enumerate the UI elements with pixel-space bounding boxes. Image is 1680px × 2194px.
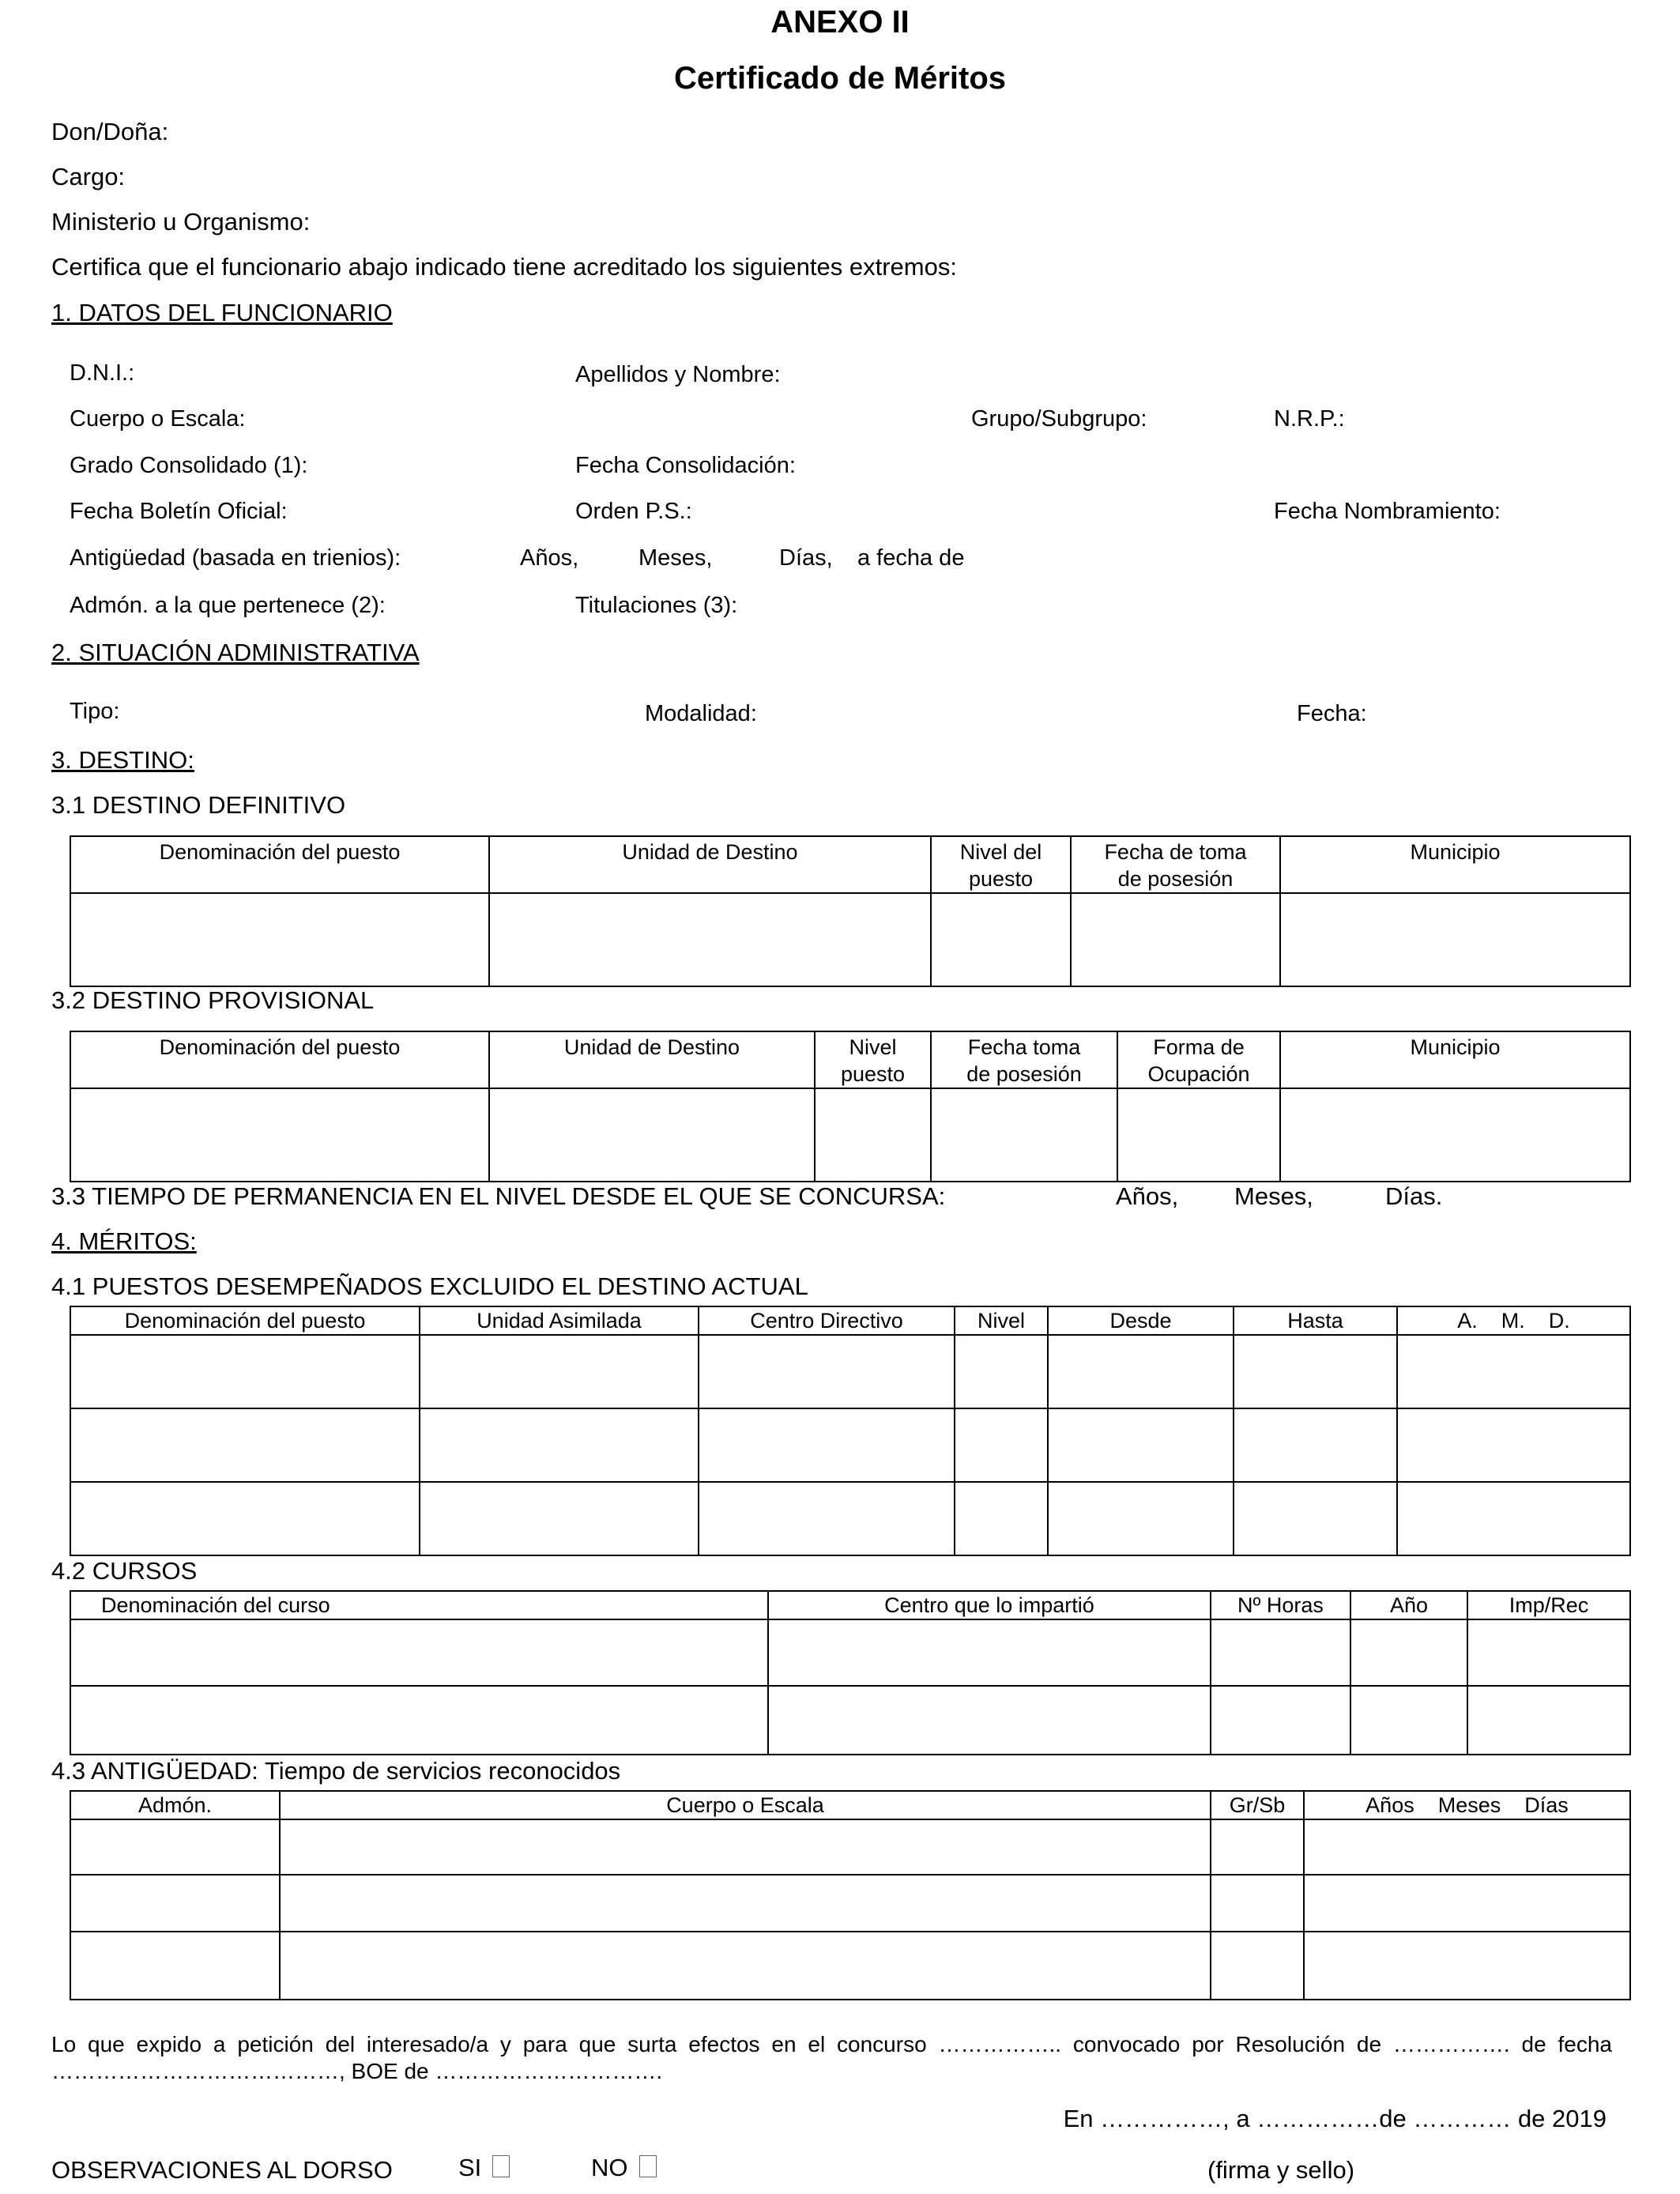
col-centro-directivo: Centro Directivo (699, 1306, 955, 1335)
col-ano: Año (1350, 1591, 1467, 1619)
col-fecha-toma: Fecha toma de posesión (931, 1031, 1117, 1088)
cursos-table (70, 1590, 1631, 1755)
table-row (70, 1686, 1630, 1755)
ministerio-label: Ministerio u Organismo: (51, 208, 311, 236)
tipo-label: Tipo: (70, 699, 120, 724)
col-fecha-toma: Fecha de toma de posesión (1071, 836, 1280, 893)
col-admon: Admón. (70, 1791, 280, 1819)
col-centro: Centro que lo impartió (768, 1591, 1211, 1619)
col-cuerpo-escala: Cuerpo o Escala (280, 1791, 1211, 1819)
col-denominacion: Denominación del puesto (70, 836, 489, 893)
col-anos-meses-dias: Años Meses Días (1304, 1791, 1630, 1819)
col-unidad-destino: Unidad de Destino (489, 836, 931, 893)
table-header-row (70, 1306, 1630, 1335)
table-row (70, 1619, 1630, 1686)
antiguedad-servicios-title: 4.3 ANTIGÜEDAD: Tiempo de servicios reconocidos (51, 1757, 621, 1785)
cargo-label: Cargo: (51, 163, 126, 190)
section-2-title: 2. SITUACIÓN ADMINISTRATIVA (51, 639, 420, 666)
destino-definitivo-table (70, 835, 1631, 987)
destino-definitivo-title: 3.1 DESTINO DEFINITIVO (51, 791, 346, 819)
section-1-title: 1. DATOS DEL FUNCIONARIO (51, 299, 393, 326)
permanencia-meses: Meses, (1234, 1182, 1313, 1210)
certifica-statement: Certifica que el funcionario abajo indicado tiene acreditado los siguientes extremos: (51, 253, 957, 281)
table-row (70, 1482, 1630, 1555)
nrp-label: N.R.P.: (1274, 406, 1345, 432)
table-header-row (70, 1791, 1630, 1819)
destino-provisional-title: 3.2 DESTINO PROVISIONAL (51, 986, 375, 1014)
antiguedad-label: Antigüedad (basada en trienios): (70, 545, 401, 571)
si-label: SI (458, 2154, 482, 2181)
fecha-nombramiento-label: Fecha Nombramiento: (1274, 499, 1501, 524)
col-denominacion: Denominación del puesto (70, 1306, 420, 1335)
col-nivel: Nivel puesto (815, 1031, 931, 1088)
tiempo-permanencia-label: 3.3 TIEMPO DE PERMANENCIA EN EL NIVEL DESDE EL QUE SE CONCURSA: (51, 1182, 946, 1210)
col-amd: A. M. D. (1397, 1306, 1630, 1335)
col-imp-rec: Imp/Rec (1467, 1591, 1630, 1619)
col-desde: Desde (1048, 1306, 1234, 1335)
no-option[interactable] (591, 2155, 657, 2180)
destino-provisional-table (70, 1031, 1631, 1182)
titulaciones-label: Titulaciones (3): (575, 593, 738, 618)
table-row (70, 1408, 1630, 1482)
si-checkbox[interactable] (492, 2155, 510, 2177)
puestos-desempenados-table (70, 1306, 1631, 1556)
dni-label: D.N.I.: (70, 360, 135, 386)
page-title: Certificado de Méritos (673, 61, 1007, 96)
col-hasta: Hasta (1234, 1306, 1397, 1335)
no-label: NO (591, 2154, 628, 2181)
antiguedad-anos: Años, (520, 545, 579, 571)
section-3-title: 3. DESTINO: (51, 746, 194, 774)
table-header-row (70, 836, 1630, 893)
cuerpo-label: Cuerpo o Escala: (70, 406, 246, 432)
antiguedad-meses: Meses, (638, 545, 713, 571)
col-unidad-asimilada: Unidad Asimilada (420, 1306, 699, 1335)
col-forma-ocupacion: Forma de Ocupación (1117, 1031, 1280, 1088)
table-row (70, 1819, 1630, 1875)
permanencia-dias: Días. (1385, 1182, 1443, 1210)
don-dona-label: Don/Doña: (51, 118, 169, 145)
place-date-line: En ……………, a ……………de ………… de 2019 (1063, 2105, 1607, 2132)
table-header-row (70, 1031, 1630, 1088)
apellidos-label: Apellidos y Nombre: (575, 362, 781, 387)
cursos-title: 4.2 CURSOS (51, 1557, 198, 1585)
col-municipio: Municipio (1280, 1031, 1630, 1088)
table-row (70, 1875, 1630, 1932)
annex-heading: ANEXO II (770, 5, 910, 40)
modalidad-label: Modalidad: (645, 701, 757, 726)
col-nivel: Nivel del puesto (931, 836, 1071, 893)
observaciones-label: OBSERVACIONES AL DORSO (51, 2156, 393, 2184)
antiguedad-a-fecha: a fecha de (857, 545, 965, 571)
table-row (70, 1335, 1630, 1408)
col-denominacion: Denominación del puesto (70, 1031, 489, 1088)
col-denominacion-curso: Denominación del curso (70, 1591, 768, 1619)
admon-label: Admón. a la que pertenece (2): (70, 593, 386, 618)
antiguedad-dias: Días, (779, 545, 833, 571)
expedition-paragraph: Lo que expido a petición del interesado/a y para que surta efectos en el concurso …………….. convocado por Resolución de ……………. de fecha …………………………………, BOE de …………………………. (51, 2032, 1612, 2083)
col-unidad-destino: Unidad de Destino (489, 1031, 815, 1088)
table-row (70, 1088, 1630, 1182)
permanencia-anos: Años, (1116, 1182, 1179, 1210)
section-4-title: 4. MÉRITOS: (51, 1227, 197, 1255)
fecha-consolidacion-label: Fecha Consolidación: (575, 453, 796, 478)
table-row (70, 893, 1630, 986)
grado-label: Grado Consolidado (1): (70, 453, 308, 478)
antiguedad-servicios-table (70, 1790, 1631, 2000)
no-checkbox[interactable] (639, 2155, 657, 2177)
col-nivel: Nivel (955, 1306, 1048, 1335)
table-row (70, 1932, 1630, 2000)
col-gr-sb: Gr/Sb (1211, 1791, 1304, 1819)
si-option[interactable] (458, 2155, 510, 2180)
orden-ps-label: Orden P.S.: (575, 499, 692, 524)
fecha-label: Fecha: (1297, 701, 1367, 726)
col-municipio: Municipio (1280, 836, 1630, 893)
col-horas: Nº Horas (1211, 1591, 1350, 1619)
firma-label: (firma y sello) (1207, 2156, 1355, 2184)
grupo-label: Grupo/Subgrupo: (971, 406, 1147, 432)
puestos-desempenados-title: 4.1 PUESTOS DESEMPEÑADOS EXCLUIDO EL DESTINO ACTUAL (51, 1272, 808, 1300)
table-header-row (70, 1591, 1630, 1619)
fecha-boletin-label: Fecha Boletín Oficial: (70, 499, 288, 524)
